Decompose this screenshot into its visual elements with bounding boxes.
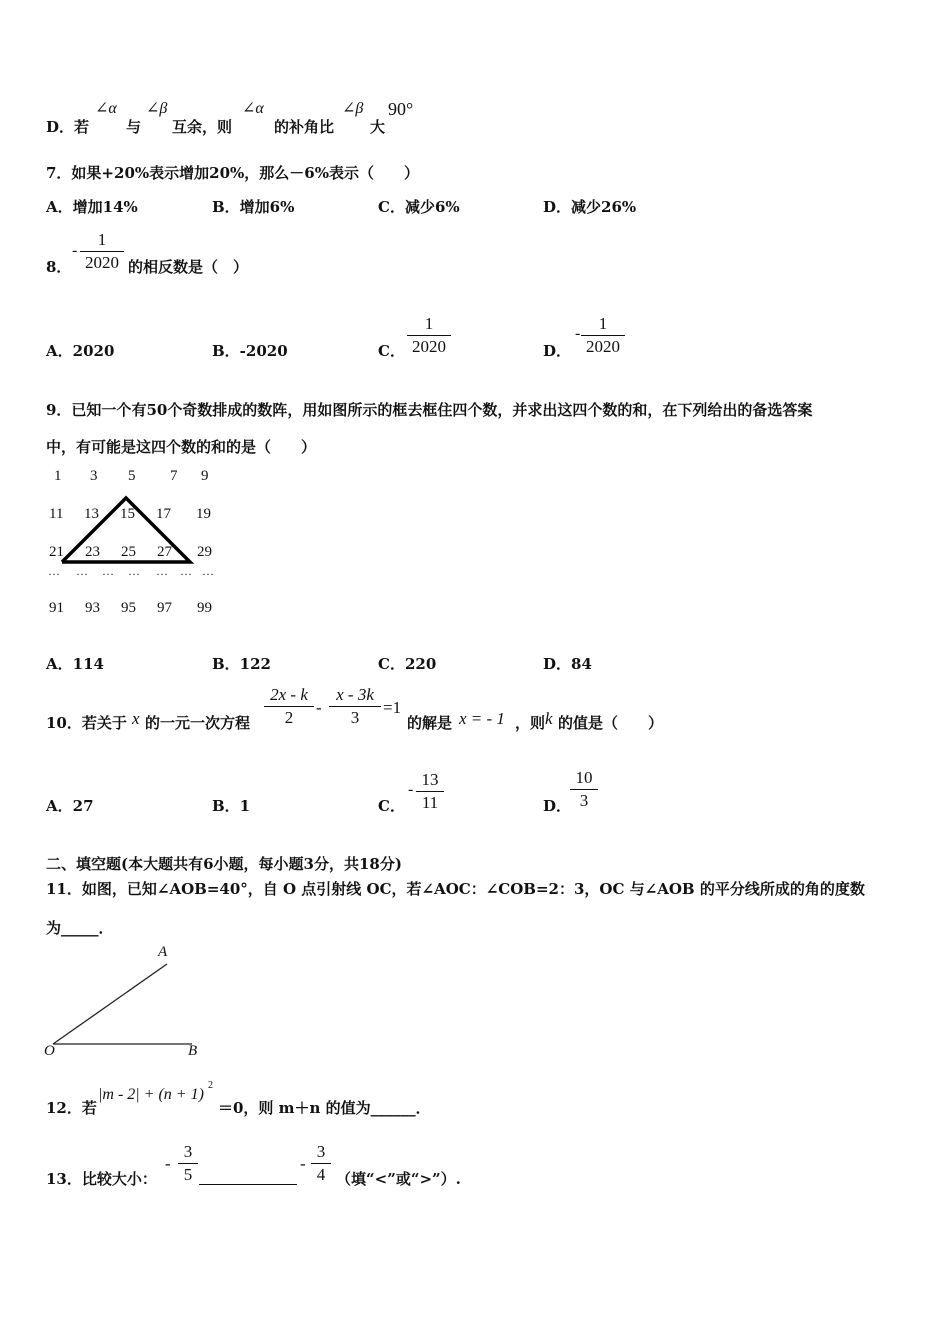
q10-var-k: k [545,709,553,728]
array-ellipsis: … [180,564,192,578]
text-supplement: 的补角比 [274,118,335,136]
array-cell: 7 [170,468,178,484]
array-cell: 9 [201,468,209,484]
array-cell: 11 [49,506,64,522]
q10-post3: 的值是（ ） [558,714,664,732]
q8-option-b: B．-2020 [212,342,288,360]
angle-beta-2: ∠β [342,100,364,117]
q8-c-num: 1 [407,313,451,336]
angle-alpha-2: ∠α [242,100,264,117]
array-cell: 27 [157,544,172,560]
q13-post: （填“<”或“>”）. [336,1170,461,1188]
array-cell: 25 [121,544,136,560]
q10-option-c-fraction [416,769,444,814]
array-cell: 23 [85,544,100,560]
q9-stem-line2: 中，有可能是这四个数的和的是（ ） [46,438,317,456]
q12-expression: |m - 2| + (n + 1) [98,1086,204,1103]
array-cell: 3 [90,468,98,484]
text-big: 大 [370,118,386,136]
q10-option-d-label: D． [543,797,572,815]
label-a: A [158,944,168,960]
q10-d-den: 3 [579,791,589,810]
q10-option-b: B．1 [212,797,251,815]
q13-f1-den: 5 [183,1165,193,1184]
q8-d-minus: - [575,325,581,342]
q13-minus-1: - [165,1154,171,1173]
q13-f1-num: 3 [178,1141,198,1164]
q7-option-d: D．减少26% [543,198,637,216]
q9-option-d: D．84 [543,655,592,673]
q7-option-b: B．增加6% [212,198,295,216]
text-with: 与 [126,118,142,136]
q8-option-a: A．2020 [46,342,115,360]
text-complementary: 互余，则 [172,118,233,136]
array-cell: 17 [156,506,171,522]
array-cell: 19 [196,506,211,522]
q10-f2-den: 3 [350,708,360,727]
array-cell: 21 [49,544,64,560]
q10-f1-num: 2x - k [264,684,314,707]
angle-alpha: ∠α [95,100,117,117]
angle-beta: ∠β [146,100,168,117]
q11-stem-line2: 为_____． [46,919,114,937]
array-cell: 99 [197,600,212,616]
q13-answer-blank[interactable] [199,1168,297,1185]
q8-c-den: 2020 [412,337,446,356]
q10-option-d-fraction [570,767,598,812]
q10-mid: 的一元一次方程 [145,714,251,732]
array-cell: 5 [128,468,136,484]
array-ellipsis: … [102,564,114,578]
q13-fraction-2 [311,1141,331,1186]
q11-stem-line1: 11．如图，已知∠AOB=40°，自 O 点引射线 OC，若∠AOC：∠COB=2：3，OC 与∠AOB 的平分线所成的角的度数 [46,880,865,898]
q8-option-c-fraction [407,313,451,358]
q13-fraction-1 [178,1141,198,1186]
array-ellipsis: … [76,564,88,578]
q9-stem-line1: 9．已知一个有50个奇数排成的数阵，用如图所示的框去框住四个数，并求出这四个数的和，在下列给出的备选答案 [46,401,813,419]
q10-minus: - [316,698,322,717]
q8-number: 8． [46,258,72,276]
array-ellipsis: … [156,564,168,578]
array-cell: 1 [54,468,62,484]
option-d-prev [46,116,89,137]
q13-f2-num: 3 [311,1141,331,1164]
q10-c-minus: - [408,781,414,798]
q10-var-x: x [132,709,140,728]
array-ellipsis: … [128,564,140,578]
q10-option-c-label: C． [378,797,405,815]
q8-d-den: 2020 [586,337,620,356]
q8-stem: 的相反数是（ ） [128,258,249,276]
q10-f2-num: x - 3k [329,684,381,707]
label-o: O [44,1043,55,1059]
array-cell: 91 [49,600,64,616]
q10-fraction-2 [329,684,381,729]
q8-d-num: 1 [581,313,625,336]
ninety-degrees: 90° [388,99,414,119]
q10-pre: 10．若关于 [46,714,127,732]
q13-minus-2: - [300,1154,306,1173]
q7-option-a: A．增加14% [46,198,138,216]
array-cell: 97 [157,600,172,616]
q10-post2: ，则 [515,714,546,732]
q8-frac-den: 2020 [85,253,119,272]
q8-fraction [80,229,124,274]
q10-post1: 的解是 [407,714,453,732]
array-cell: 13 [84,506,99,522]
q10-f1-den: 2 [284,708,294,727]
q12-exponent: 2 [208,1080,213,1091]
array-cell: 93 [85,600,100,616]
q11-angle-figure [40,942,220,1062]
q9-option-b: B．122 [212,655,271,673]
label-b: B [188,1043,198,1059]
q10-c-den: 11 [421,793,439,812]
q13-f2-den: 4 [316,1165,326,1184]
array-cell: 15 [120,506,135,522]
array-ellipsis: … [202,564,214,578]
q8-minus: - [72,242,78,259]
q8-option-c-label: C． [378,342,405,360]
q10-d-num: 10 [570,767,598,790]
q8-option-d-label: D． [543,342,572,360]
array-cell: 95 [121,600,136,616]
q10-option-a: A．27 [46,797,94,815]
q13-pre: 13．比较大小： [46,1170,157,1188]
q10-solution: x = - 1 [459,709,505,728]
q7-option-c: C．减少6% [378,198,460,216]
q8-frac-num: 1 [80,229,124,252]
q10-c-num: 13 [416,769,444,792]
q9-option-c: C．220 [378,655,437,673]
section-2-heading: 二、填空题(本大题共有6小题，每小题3分，共18分) [46,855,402,873]
option-d-label: D．若 [46,118,90,136]
q12-post: ＝0，则 m＋n 的值为______． [218,1099,431,1117]
q9-option-a: A．114 [46,655,104,673]
triangle-frame [40,462,230,622]
array-cell: 29 [197,544,212,560]
q10-equals: =1 [383,698,402,717]
q7-stem: 7．如果+20%表示增加20%，那么－6%表示（ ） [46,164,419,182]
array-ellipsis: … [48,564,60,578]
q12-pre: 12．若 [46,1099,97,1117]
q9-number-array [40,462,230,622]
q8-option-d-fraction [581,313,625,358]
q10-fraction-1 [264,684,314,729]
